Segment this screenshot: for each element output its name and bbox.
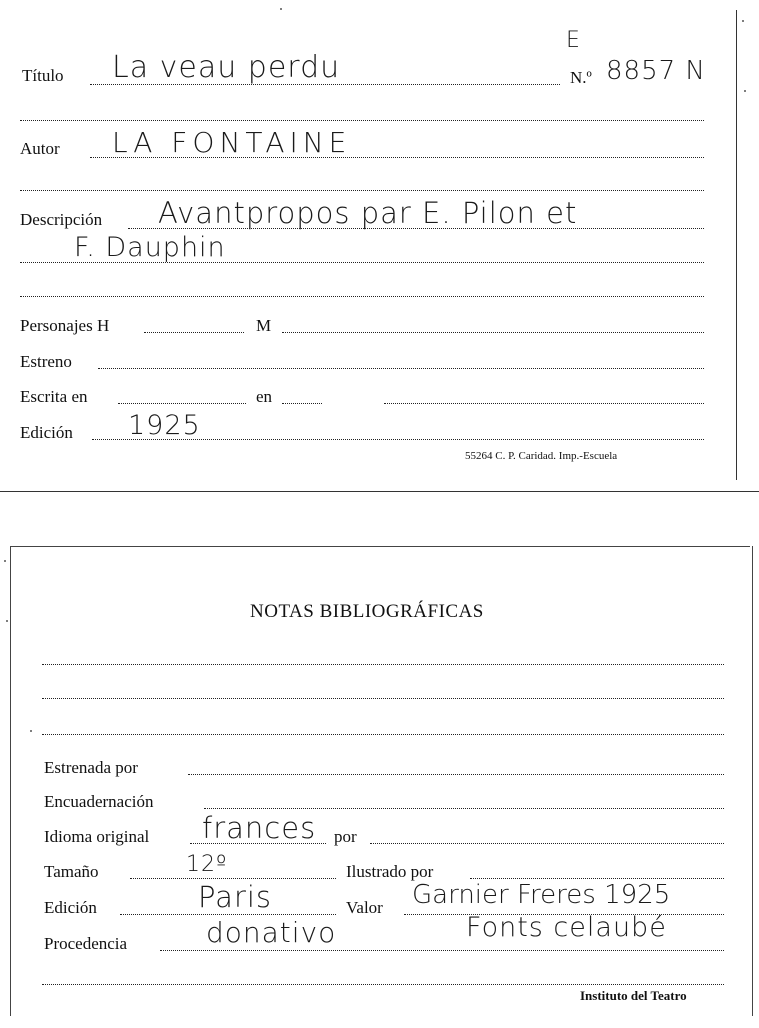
procedencia-line bbox=[160, 950, 724, 951]
card-edge bbox=[10, 546, 750, 547]
edicion-label: Edición bbox=[20, 423, 73, 442]
descripcion-line-2: F. Dauphin bbox=[74, 232, 226, 263]
encuadernacion-line bbox=[204, 808, 724, 809]
procedencia-value: donativo bbox=[206, 916, 337, 949]
notes-line bbox=[42, 698, 724, 699]
en-label: en bbox=[256, 387, 273, 406]
valor-label: Valor bbox=[346, 898, 383, 917]
edicion-label: Edición bbox=[44, 898, 97, 917]
descripcion-line-1: Avantpropos par E. Pilon et bbox=[158, 196, 578, 230]
printer-imprint: 55264 C. P. Caridad. Imp.-Escuela bbox=[465, 450, 618, 462]
edicion-value: 1925 bbox=[128, 410, 201, 441]
institution-stamp: Instituto del Teatro bbox=[580, 988, 687, 1003]
personajes-label: Personajes H bbox=[20, 316, 110, 335]
notas-heading: NOTAS BIBLIOGRÁFICAS bbox=[250, 601, 484, 622]
edicion-line bbox=[120, 914, 336, 915]
autor-label: Autor bbox=[20, 139, 60, 158]
procedencia-label: Procedencia bbox=[44, 934, 128, 953]
numero-label: N.º bbox=[570, 68, 592, 87]
titulo-label: Título bbox=[22, 66, 64, 85]
ilustrado-label: Ilustrado por bbox=[346, 862, 434, 881]
autor-value: LA FONTAINE bbox=[112, 126, 352, 159]
estreno-label: Estreno bbox=[20, 352, 72, 371]
card-edge bbox=[752, 546, 753, 1016]
estrenada-label: Estrenada por bbox=[44, 758, 138, 777]
speck bbox=[4, 560, 6, 562]
numero-value: 8857 N bbox=[606, 56, 706, 86]
notes-line bbox=[42, 984, 724, 985]
tamano-line bbox=[130, 878, 336, 879]
notes-line bbox=[42, 664, 724, 665]
card-edge bbox=[10, 546, 11, 1016]
notes-line bbox=[42, 734, 724, 735]
procedencia-extra: Fonts celaubé bbox=[466, 912, 667, 943]
titulo-value: La veau perdu bbox=[112, 50, 341, 85]
tamano-value: 12º bbox=[186, 852, 228, 877]
speck bbox=[30, 730, 32, 732]
idioma-value: frances bbox=[202, 811, 317, 845]
por-label: por bbox=[334, 827, 357, 846]
encuadernacion-label: Encuadernación bbox=[44, 792, 154, 811]
valor-value: Garnier Freres 1925 bbox=[412, 880, 671, 910]
edicion-value: Paris bbox=[198, 880, 273, 914]
descripcion-label: Descripción bbox=[20, 210, 103, 229]
m-label: M bbox=[256, 316, 272, 335]
idioma-label: Idioma original bbox=[44, 827, 150, 846]
escrita-label: Escrita en bbox=[20, 387, 88, 406]
speck bbox=[6, 620, 8, 622]
tamano-label: Tamaño bbox=[44, 862, 99, 881]
estrenada-line bbox=[188, 774, 724, 775]
por-line bbox=[370, 843, 724, 844]
ilustrado-line bbox=[470, 878, 724, 879]
numero-mark: E bbox=[566, 28, 581, 53]
